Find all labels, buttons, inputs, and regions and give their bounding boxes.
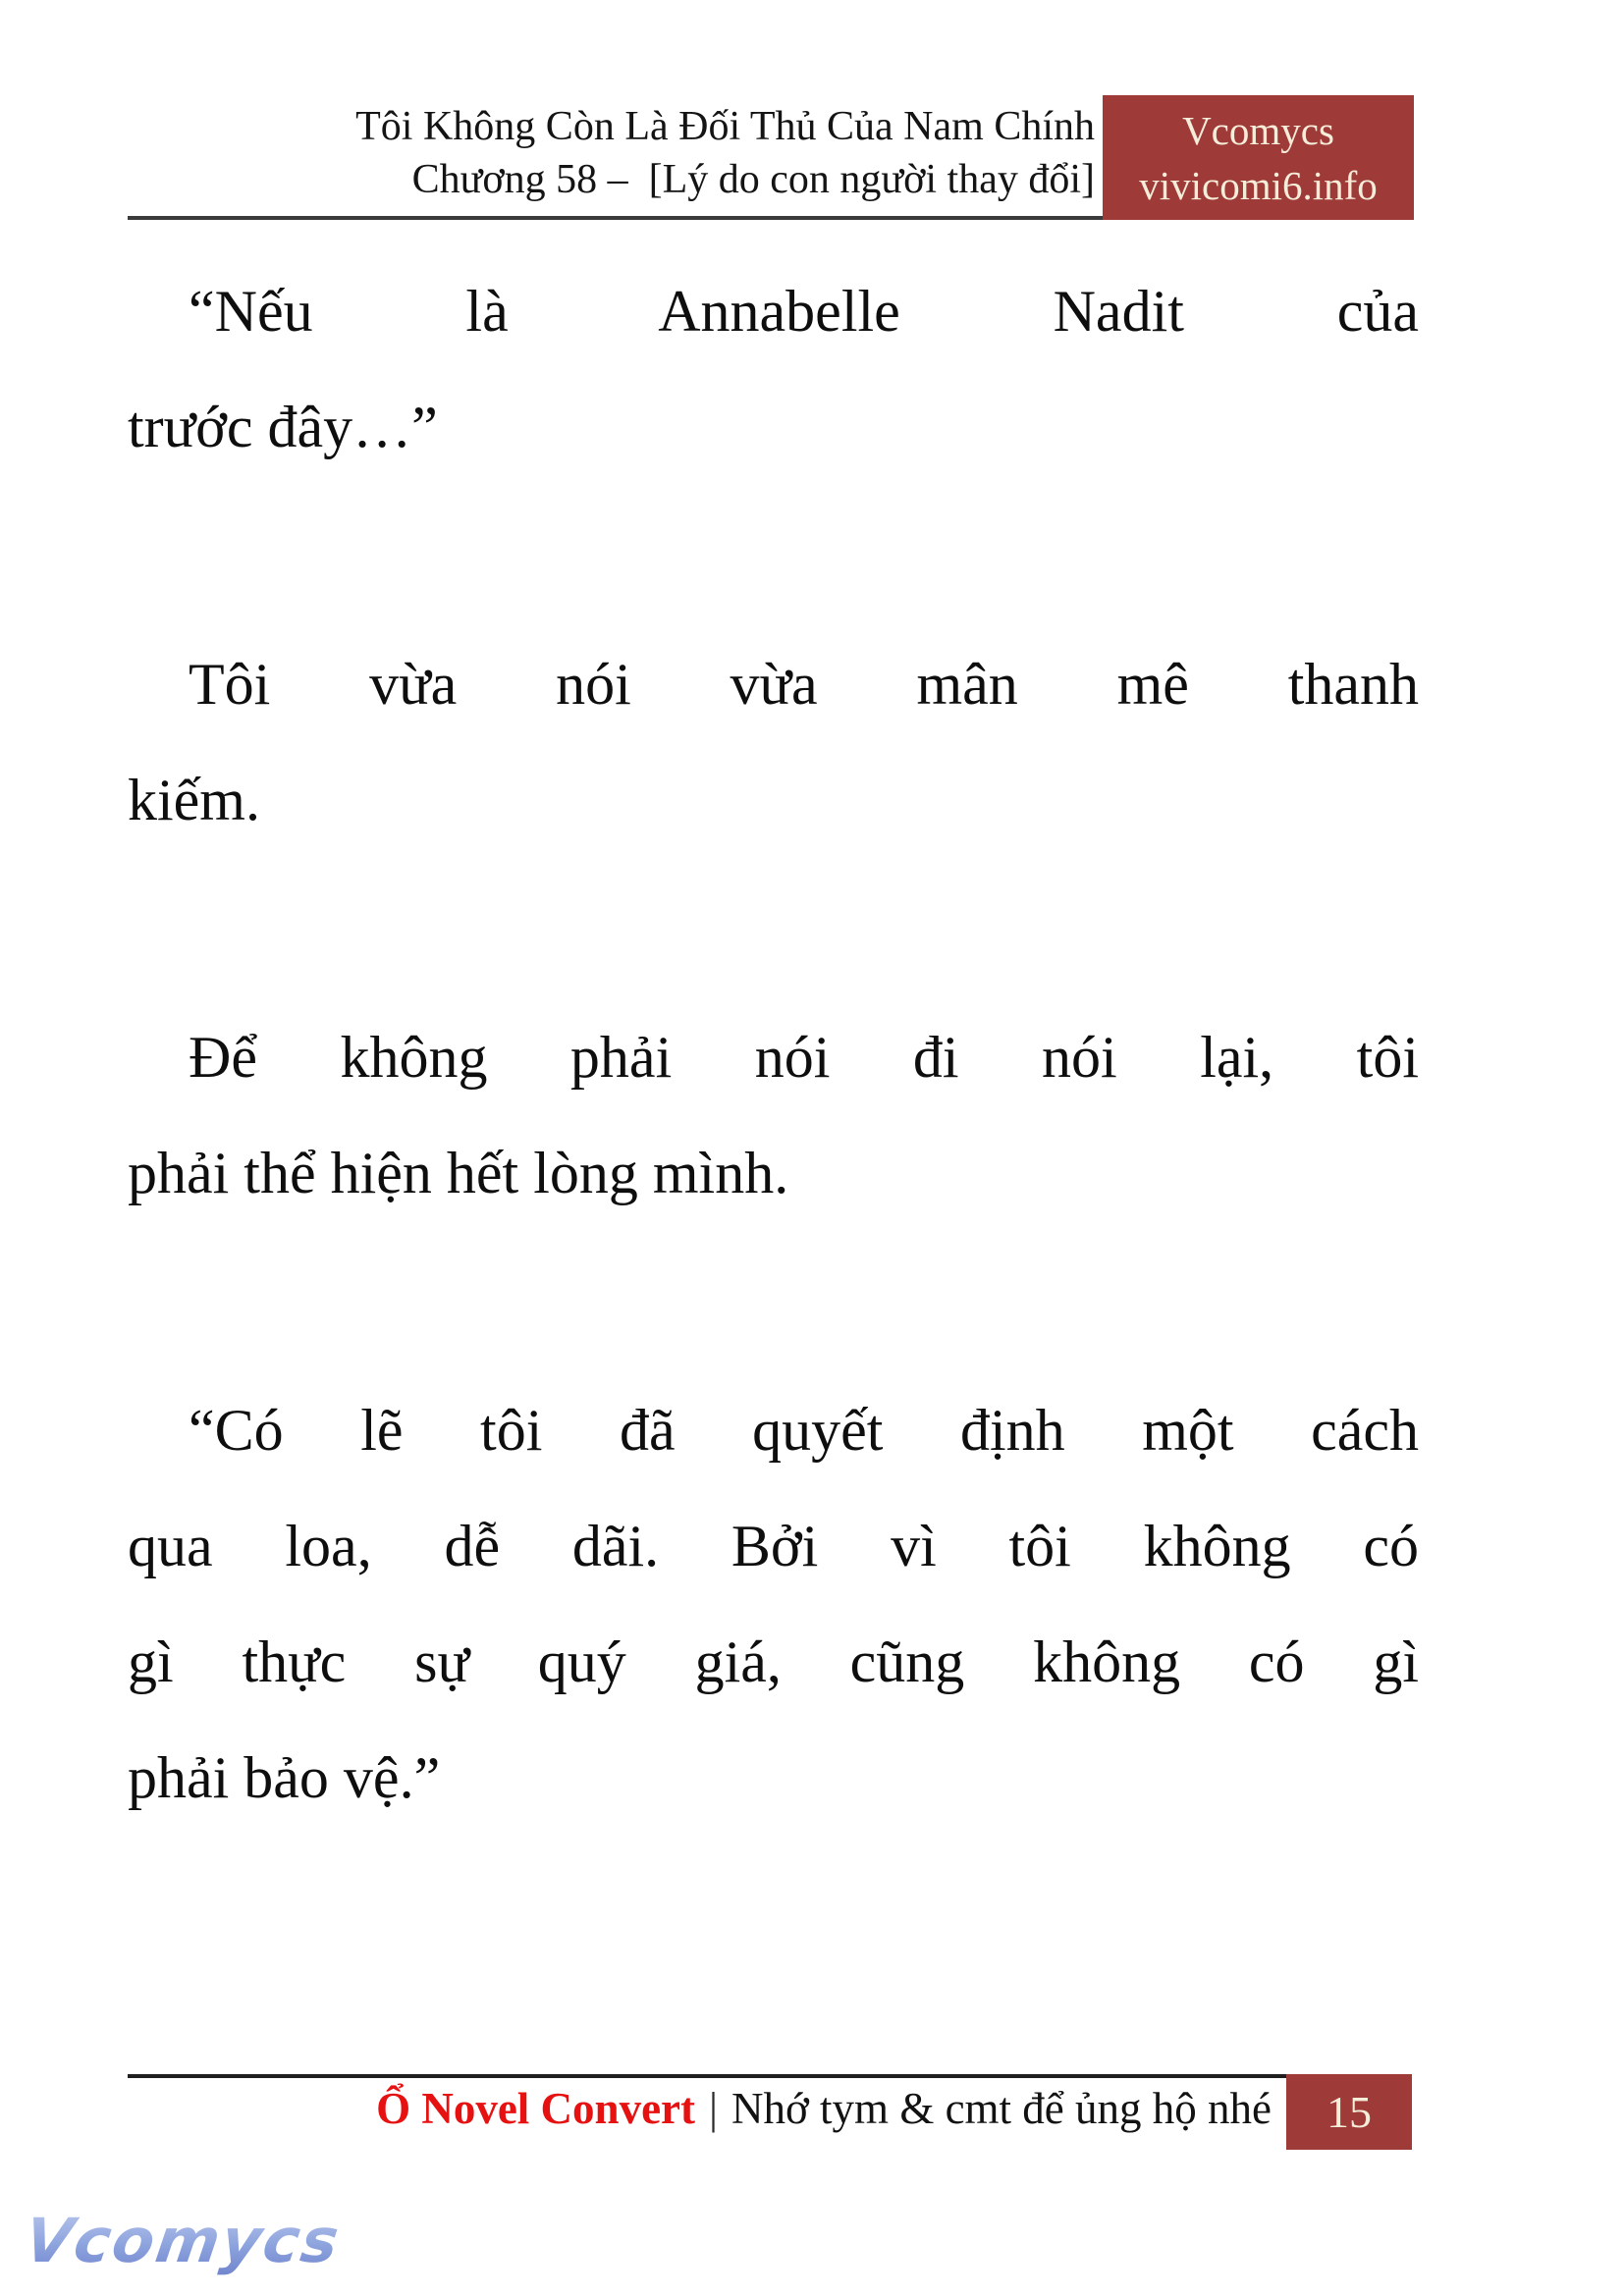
novel-title: Tôi Không Còn Là Đối Thủ Của Nam Chính bbox=[355, 104, 1095, 149]
paragraph bbox=[128, 253, 1419, 485]
header-rule bbox=[128, 216, 1103, 220]
text-line: “Có lẽ tôi đã quyết định một cách bbox=[189, 1398, 1419, 1463]
footer-credit bbox=[376, 2083, 1272, 2134]
page-number: 15 bbox=[1326, 2087, 1372, 2137]
text-line: gì thực sự quý giá, cũng không có gì bbox=[128, 1629, 1419, 1694]
text-line: Tôi vừa nói vừa mân mê thanh bbox=[189, 652, 1419, 717]
page-number-badge bbox=[1286, 2074, 1412, 2150]
paragraph bbox=[128, 626, 1419, 858]
paragraph bbox=[128, 999, 1419, 1231]
text-line: kiếm. bbox=[128, 768, 260, 832]
text-line: Để không phải nói đi nói lại, tôi bbox=[189, 1025, 1419, 1090]
text-line: phải bảo vệ.” bbox=[128, 1745, 441, 1810]
text-line: qua loa, dễ dãi. Bởi vì tôi không có bbox=[128, 1514, 1419, 1578]
brand-site: vivicomi6.info bbox=[1139, 162, 1378, 208]
footer-brand: Ổ Novel Convert bbox=[376, 2084, 695, 2133]
brand-name: Vcomycs bbox=[1182, 107, 1334, 153]
text-line: phải thể hiện hết lòng mình. bbox=[128, 1141, 789, 1205]
body-text bbox=[128, 253, 1419, 1977]
page-header bbox=[128, 100, 1095, 206]
vcomycs-watermark-logo: Vcomycs bbox=[20, 2205, 346, 2276]
footer-message: Nhớ tym & cmt để ủng hộ nhé bbox=[731, 2084, 1272, 2133]
footer-rule bbox=[128, 2074, 1286, 2078]
paragraph bbox=[128, 1372, 1419, 1836]
text-line: trước đây…” bbox=[128, 395, 438, 459]
chapter-title: Chương 58 – [Lý do con người thay đổi] bbox=[411, 157, 1095, 202]
text-line: “Nếu là Annabelle Nadit của bbox=[189, 279, 1419, 344]
brand-badge bbox=[1103, 95, 1414, 220]
footer-separator: | bbox=[709, 2084, 719, 2133]
